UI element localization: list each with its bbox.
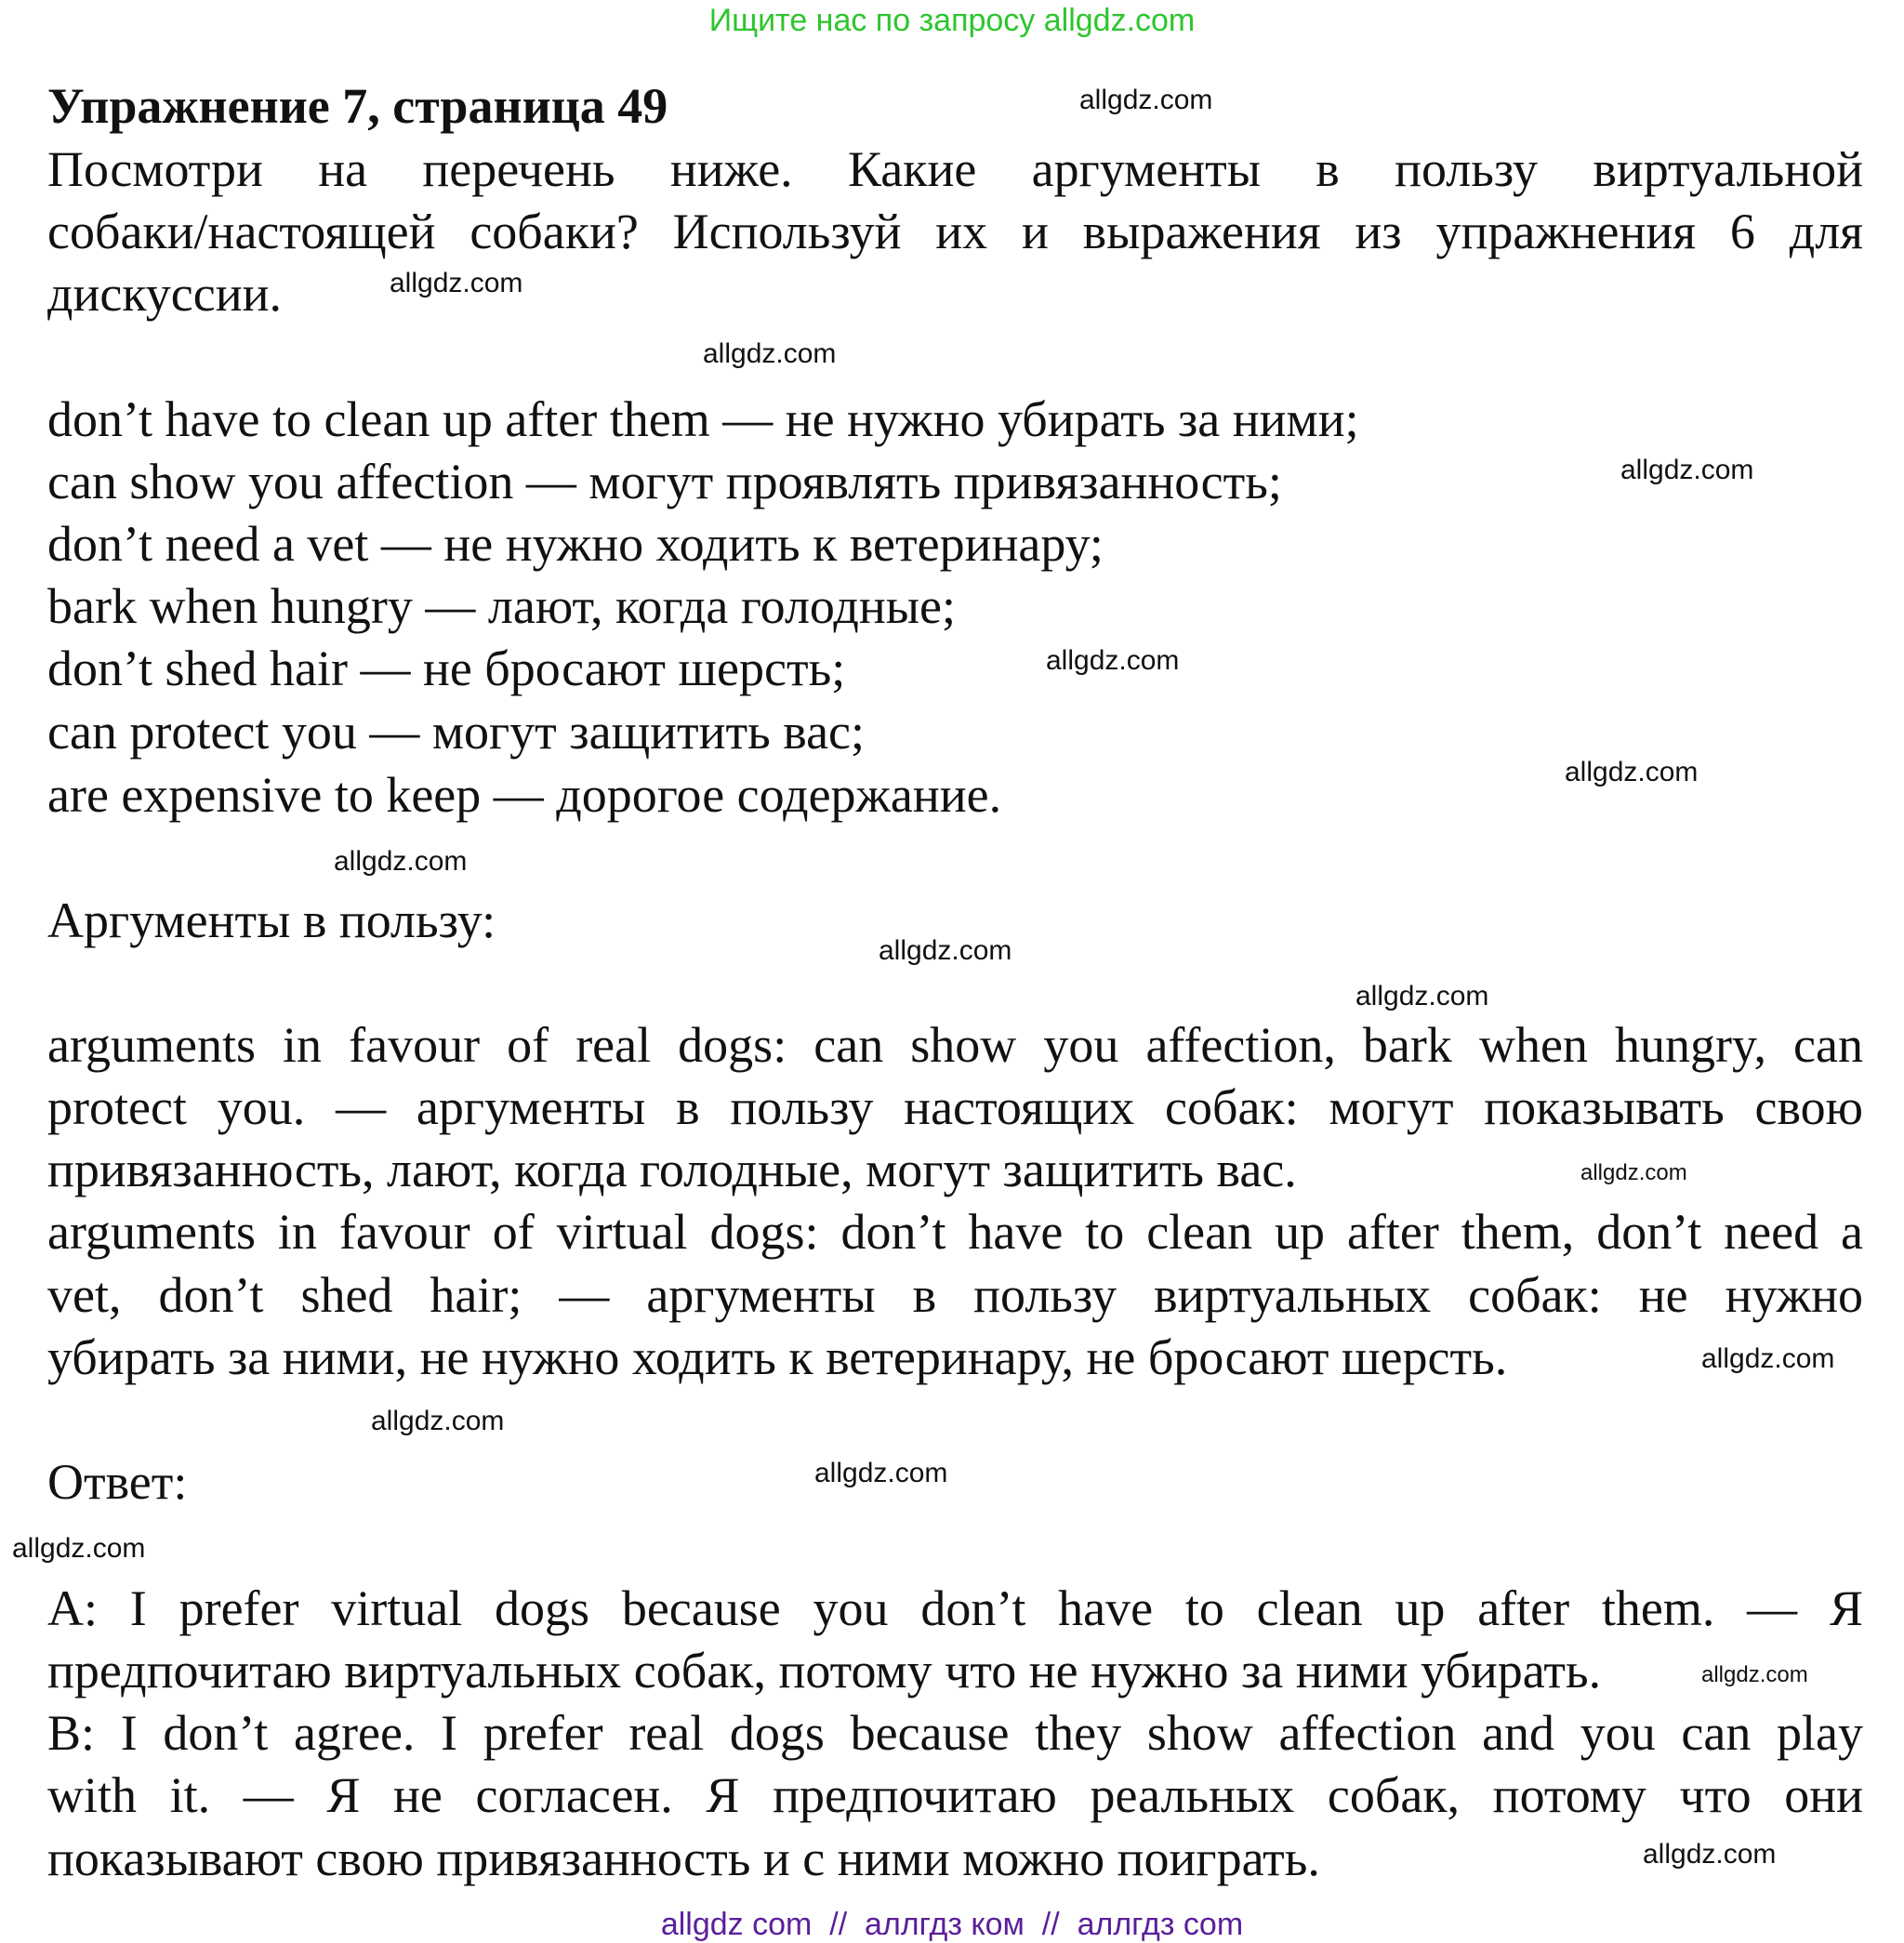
args-line: arguments in favour of real dogs: can show you affection, bark when hungry, can [47,1017,1863,1073]
task-line: собаки/настоящей собаки? Используй их и выражения из упражнения 6 для [47,204,1863,259]
watermark: allgdz.com [879,935,1012,966]
list-item: can show you affection — могут проявлять привязанность; [47,454,1282,509]
search-hint: Ищите нас по запросу allgdz.com [708,3,1196,38]
list-item: don’t shed hair — не бросают шерсть; [47,641,846,696]
watermark: allgdz.com [390,268,523,298]
watermark: allgdz.com [1079,85,1213,115]
page-title: Упражнение 7, страница 49 [47,78,668,134]
watermark: allgdz.com [1701,1662,1808,1687]
answer-line: B: I don’t agree. I prefer real dogs because they show affection and you can play [47,1705,1863,1761]
list-item: don’t have to clean up after them — не нужно убирать за ними; [47,391,1359,447]
args-line: привязанность, лают, когда голодные, могут защитить вас. [47,1142,1297,1197]
watermark: allgdz.com [1620,455,1754,485]
footer-links: allgdz com // аллгдз ком // аллгдз com [660,1907,1244,1942]
watermark: allgdz.com [1643,1839,1777,1870]
args-line: vet, don’t shed hair; — аргументы в пользу виртуальных собак: не нужно [47,1267,1863,1323]
answer-line: предпочитаю виртуальных собак, потому что не нужно за ними убирать. [47,1643,1602,1698]
task-line: дискуссии. [47,266,283,322]
list-item: bark when hungry — лают, когда голодные; [47,578,956,634]
list-item: are expensive to keep — дорогое содержание. [47,767,1002,823]
watermark: allgdz.com [703,338,837,369]
list-item: can protect you — могут защитить вас; [47,704,866,760]
answer-line: показывают свою привязанность и с ними можно поиграть. [47,1831,1320,1886]
args-line: arguments in favour of virtual dogs: don’t have to clean up after them, don’t need a [47,1204,1863,1260]
watermark: allgdz.com [12,1533,146,1564]
watermark: allgdz.com [1355,981,1489,1011]
answer-heading: Ответ: [47,1454,188,1510]
watermark: allgdz.com [1565,757,1699,787]
args-line: убирать за ними, не нужно ходить к ветеринару, не бросают шерсть. [47,1329,1508,1385]
watermark: allgdz.com [1046,645,1180,676]
args-heading: Аргументы в пользу: [47,892,496,948]
args-line: protect you. — аргументы в пользу настоящих собак: могут показывать свою [47,1079,1863,1135]
watermark: allgdz.com [1580,1160,1687,1185]
task-line: Посмотри на перечень ниже. Какие аргументы в пользу виртуальной [47,141,1863,197]
list-item: don’t need a vet — не нужно ходить к ветеринару; [47,516,1104,572]
watermark: allgdz.com [1701,1343,1835,1374]
watermark: allgdz.com [371,1406,505,1436]
answer-line: A: I prefer virtual dogs because you don’t have to clean up after them. — Я [47,1580,1863,1636]
watermark: allgdz.com [334,846,468,877]
watermark: allgdz.com [814,1458,948,1488]
answer-line: with it. — Я не согласен. Я предпочитаю реальных собак, потому что они [47,1767,1863,1823]
